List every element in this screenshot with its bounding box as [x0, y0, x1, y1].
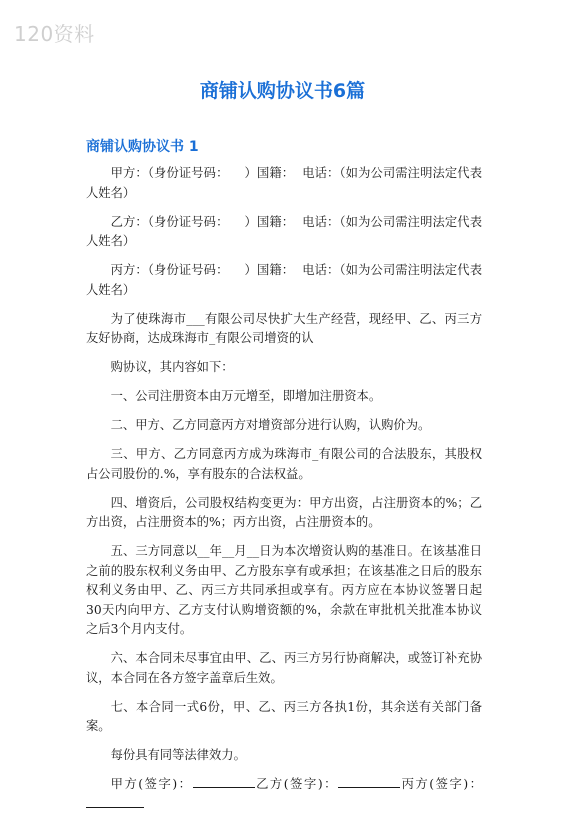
section-title: 商铺认购协议书 1: [86, 139, 199, 155]
preamble-paragraph: 为了使珠海市___有限公司尽快扩大生产经营，现经甲、乙、丙三方友好协商，达成珠海市_有限公司增资的认: [86, 311, 482, 345]
preamble-continuation: 购协议，其内容如下：: [110, 360, 234, 374]
watermark: 120资料: [14, 22, 95, 46]
clause-2: 二、甲方、乙方同意丙方对增资部分进行认购，认购价为。: [110, 418, 431, 432]
party-b-paragraph: 乙方：（身份证号码： ）国籍： 电话：（如为公司需注明法定代表人姓名）: [86, 214, 482, 248]
clause-5: 五、三方同意以__年__月__日为本次增资认购的基准日。在该基准日之前的股东权利义务由甲、乙方股东享有或承担；在该基准之日后的股东权利义务由甲、乙、丙三方共同承担或享有。丙方应在本协议签署日起30天内向甲方、乙方支付认购增资额的%，余款在审批机关批准本协议之后3个月内支付。: [86, 544, 482, 636]
party-b-signature-label: 乙方(签字)：: [254, 777, 339, 791]
signature-line: [86, 775, 482, 814]
clause-7: 七、本合同一式6份，甲、乙、丙三方各执1份，其余送有关部门备案。: [86, 699, 482, 733]
document-title: 商铺认购协议书6篇: [199, 80, 366, 102]
party-c-signature-blank: [86, 807, 144, 808]
clause-3: 三、甲方、乙方同意丙方成为珠海市_有限公司的合法股东，其股权占公司股份的.%，享有股东的合法权益。: [86, 447, 482, 481]
party-a-signature-label: 甲方(签字)：: [110, 777, 193, 791]
document-body: [86, 164, 482, 824]
clause-4: 四、增资后，公司股权结构变更为：甲方出资，占注册资本的%；乙方出资，占注册资本的%；丙方出资，占注册资本的。: [86, 495, 482, 529]
party-b-signature-blank: [338, 787, 400, 788]
party-c-paragraph: 丙方：（身份证号码： ）国籍： 电话：（如为公司需注明法定代表人姓名）: [86, 263, 482, 297]
clause-6: 六、本合同未尽事宜由甲、乙、丙三方另行协商解决，或签订补充协议，本合同在各方签字盖章后生效。: [86, 651, 482, 685]
clause-1: 一、公司注册资本由万元增至，即增加注册资本。: [110, 389, 382, 403]
party-a-paragraph: 甲方：（身份证号码： ）国籍： 电话：（如为公司需注明法定代表人姓名）: [86, 166, 482, 200]
legal-effect-paragraph: 每份具有同等法律效力。: [110, 748, 246, 762]
party-a-signature-blank: [193, 787, 255, 788]
party-c-signature-label: 丙方(签字)：: [400, 777, 482, 791]
